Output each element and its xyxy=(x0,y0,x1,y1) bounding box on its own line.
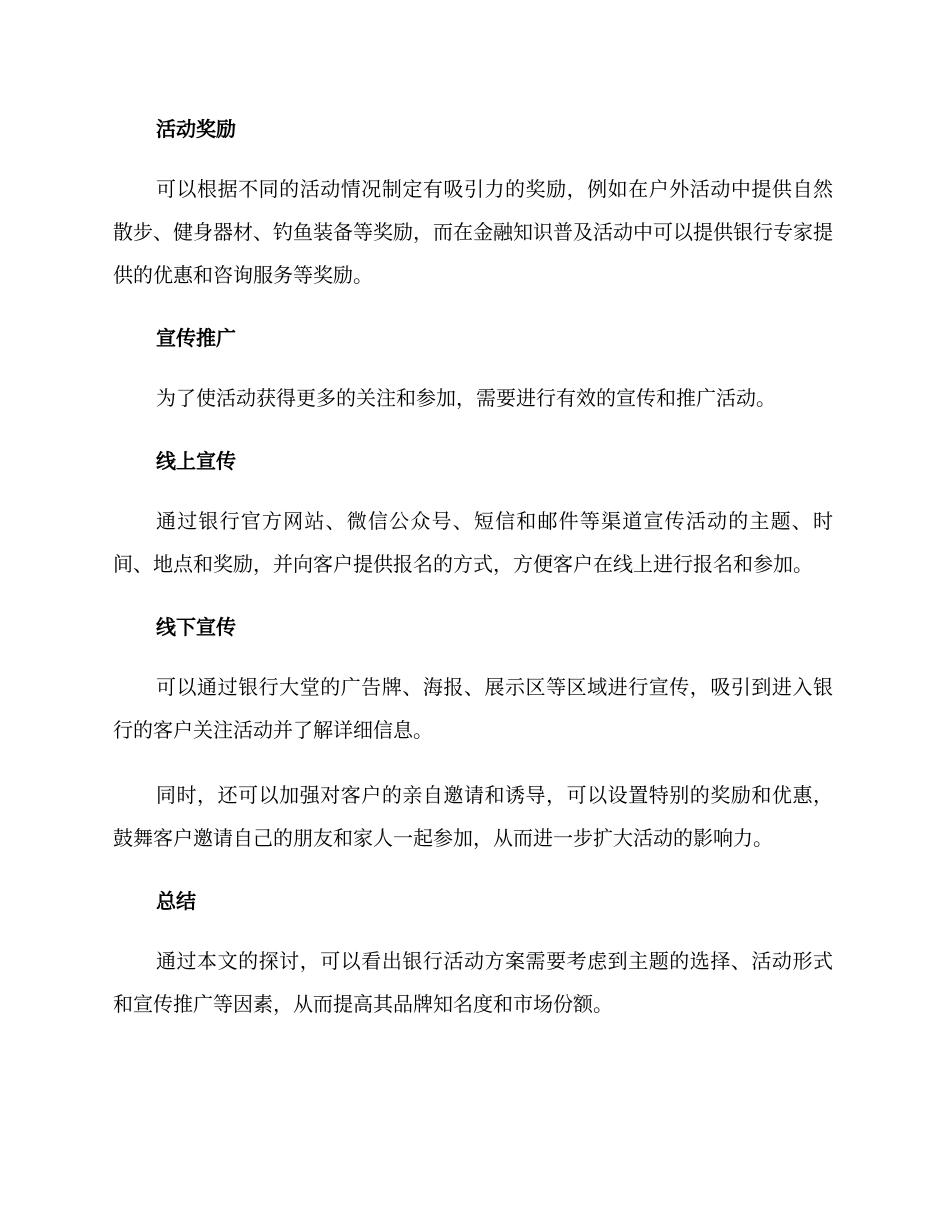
section-heading-online-promotion: 线上宣传 xyxy=(156,449,236,473)
section-heading-summary: 总结 xyxy=(156,889,196,913)
paragraph-rewards: 可以根据不同的活动情况制定有吸引力的奖励，例如在户外活动中提供自然散步、健身器材、钓鱼装备等奖励，而在金融知识普及活动中可以提供银行专家提供的优惠和咨询服务等奖励。 xyxy=(113,177,833,287)
document-page xyxy=(113,110,833,1026)
paragraph-promotion: 为了使活动获得更多的关注和参加，需要进行有效的宣传和推广活动。 xyxy=(156,386,776,410)
paragraph-offline-promotion-1: 可以通过银行大堂的广告牌、海报、展示区等区域进行宣传，吸引到进入银行的客户关注活动并了解详细信息。 xyxy=(113,675,833,742)
paragraph-online-promotion: 通过银行官方网站、微信公众号、短信和邮件等渠道宣传活动的主题、时间、地点和奖励，并向客户提供报名的方式，方便客户在线上进行报名和参加。 xyxy=(113,509,833,576)
section-heading-offline-promotion: 线下宣传 xyxy=(156,615,236,639)
section-heading-promotion: 宣传推广 xyxy=(156,326,236,350)
section-heading-rewards: 活动奖励 xyxy=(156,117,236,141)
paragraph-summary: 通过本文的探讨，可以看出银行活动方案需要考虑到主题的选择、活动形式和宣传推广等因素，从而提高其品牌知名度和市场份额。 xyxy=(113,949,833,1016)
paragraph-offline-promotion-2: 同时，还可以加强对客户的亲自邀请和诱导，可以设置特别的奖励和优惠，鼓舞客户邀请自己的朋友和家人一起参加，从而进一步扩大活动的影响力。 xyxy=(113,783,833,850)
